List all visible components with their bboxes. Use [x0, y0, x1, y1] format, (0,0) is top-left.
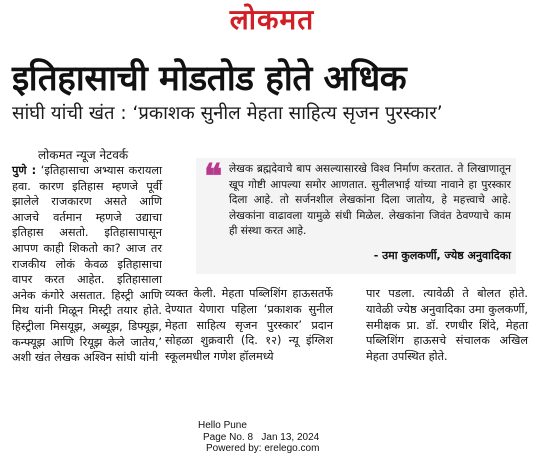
article-column-right: [366, 286, 528, 365]
footer-page: Page No. 8: [203, 431, 254, 443]
page-footer: [190, 420, 319, 455]
masthead-logo: लोकमत: [229, 3, 315, 36]
footer-powered-by: Powered by: erelego.com: [206, 443, 320, 454]
article-headline: इतिहासाची मोडतोड होते अधिक: [12, 59, 407, 99]
article-dateline: पुणे :: [12, 164, 37, 177]
footer-page-line: [190, 432, 319, 444]
article-column-middle-text: व्यक्त केली. मेहता पब्लिशिंग हाऊसतर्फे देण्यात येणारा पहिला ‘प्रकाशक सुनील मेहता साहित्य सृजन पुरस्कार’ प्रदान सोहळा शुक्रवारी (दि. १२) न्यू इंग्लिश स्कूलमधील गणेश हॉलमध्ये: [165, 287, 333, 364]
footer-date: Jan 13, 2024: [261, 431, 320, 443]
article-column-middle: [165, 286, 333, 365]
footer-edition: Hello Pune: [198, 420, 247, 431]
article-subheadline: सांघी यांची खंत : ‘प्रकाशक सुनील मेहता साहित्य सृजन पुरस्कार’: [12, 103, 443, 124]
article-column-left-text: ‘इतिहासाचा अभ्यास करायला हवा. कारण इतिहास म्हणजे पूर्वी झालेले राजकारण असते आणि आजचे वर्तमान म्हणजे उद्याचा इतिहास असतो. इतिहासापासून आपण काही शिकतो का? आज तर राजकीय लोकं केवळ इतिहासाचा वापर करत आहेत. इतिहासाला अनेक कंगोरे असतात. हिस्ट्री आणि मिथ यांनी मिळून मिस्ट्री तयार होते. हिस्ट्रीला मिसयूझ, अब्यूझ, डिफ्यूझ, कन्फ्यूझ आणि रियूझ केले जातेय,’ अशी खंत लेखक अश्विन सांघी यांनी: [12, 164, 162, 365]
article-byline: लोकमत न्यूज नेटवर्क: [38, 148, 129, 162]
article-column-left: [12, 163, 162, 366]
article-column-right-text: पार पडला. त्यावेळी ते बोलत होते. यावेळी ज्येष्ठ अनुवादिका उमा कुलकर्णी, समीक्षक प्रा. डॉ. रणधीर शिंदे, मेहता पब्लिशिंग हाऊसचे संचालक अखिल मेहता उपस्थित होते.: [366, 287, 528, 364]
quote-mark-icon: ❝: [204, 157, 223, 197]
pull-quote-text: लेखक ब्रह्मदेवाचे बाप असल्यासारखे विश्व निर्माण करतात. ते लिखाणातून खूप गोष्टी आपल्या समोर आणतात. सुनीलभाई यांच्या नावाने हा पुरस्कार दिला आहे. तो सर्जनशील लेखकांना दिला जातोय, हे महत्त्वाचे आहे. लेखकांना वाढावला यामुळे संधी मिळेल. लेखकांना जिवंत ठेवण्याचे काम ही संस्था करत आहे.: [229, 163, 511, 238]
pull-quote-author: - उमा कुलकर्णी, ज्येष्ठ अनुवादिका: [373, 249, 511, 262]
